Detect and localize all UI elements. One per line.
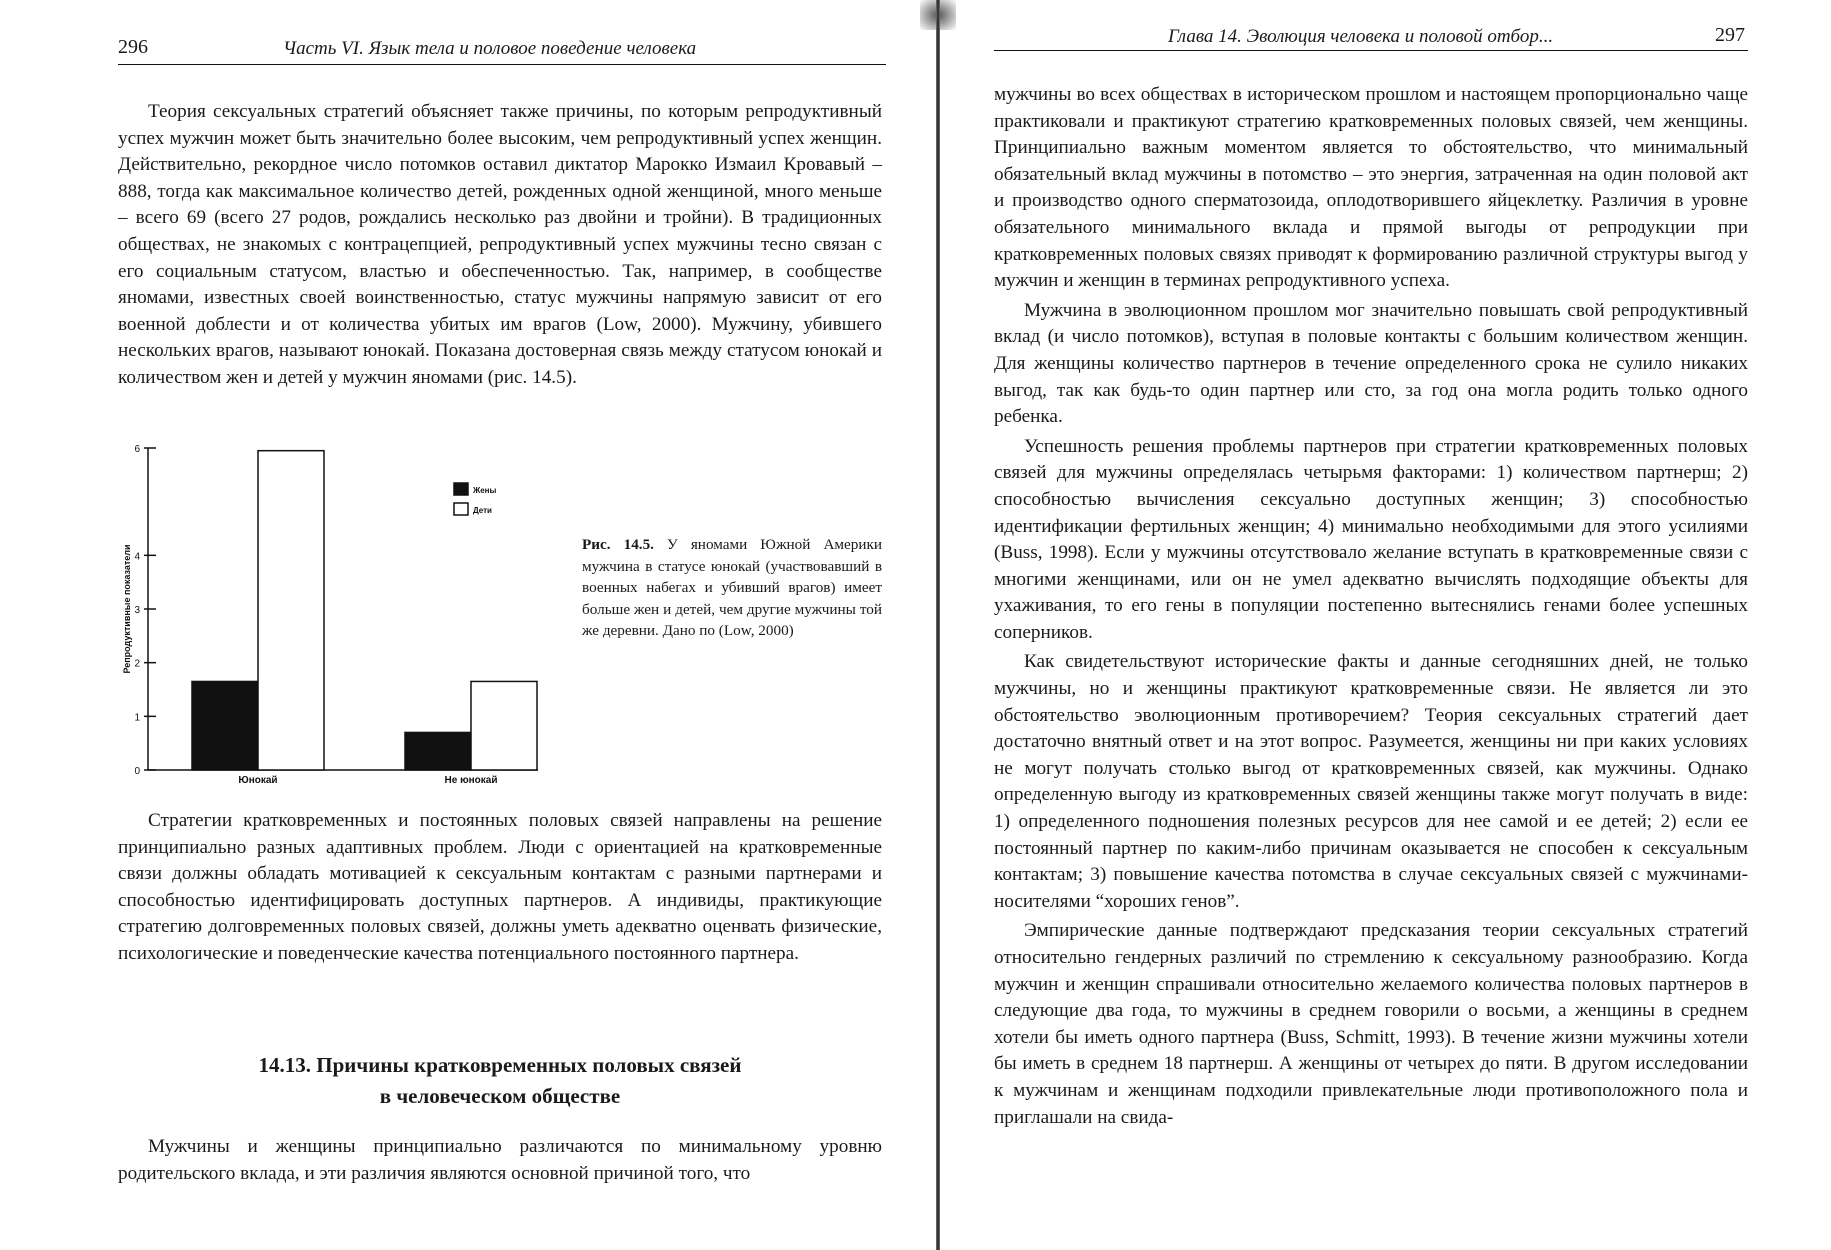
bar-wives-not-yunokai	[405, 732, 471, 770]
legend-label: Дети	[473, 506, 492, 515]
y-tick-label: 6	[134, 444, 140, 455]
left-body-middle	[118, 808, 882, 968]
y-axis-title: Репродуктивные показатели	[122, 544, 132, 674]
legend-swatch	[454, 483, 468, 495]
left-paragraph-2: Стратегии кратковременных и постоянных половых связей направлены на решение принципиально разных адаптивных проблем. Люди с ориентацией на кратковременные связи должны обладать мотивацией к сексуальным контактам с разными партнерами и способностью идентифицировать доступных партнеров. А индивиды, практикующие стратегию долговременных половых связей, должны уметь адекватно оценвать физические, психологические и поведенческие качества потенциального постоянного партнера.	[118, 810, 882, 964]
left-page	[0, 0, 915, 1250]
left-paragraph-3: Мужчины и женщины принципиально различаются по минимальному уровню родительского вклада, и эти различия являются основной причиной того, что	[118, 1136, 882, 1184]
y-tick-label: 1	[134, 712, 140, 724]
left-paragraph-1: Теория сексуальных стратегий объясняет также причины, по которым репродуктивный успех мужчин может быть значительно более высоким, чем репродуктивный успех женщин. Действительно, рекордное число потомков оставил диктатор Марокко Измаил Кровавый – 888, тогда как максимальное количество детей, рожденных одной женщиной, много меньше – всего 69 (всего 27 родов, рождались несколько раз двойни и тройни). В традиционных обществах, не знакомых с контрацепцией, репродуктивный успех мужчины тесно связан с его социальным статусом, властью и обеспеченностью. Так, например, в сообществе яномами, известных своей воинственностью, статус мужчины напрямую зависит от его военной доблести и от количества убитых им врагов (Low, 2000). Мужчину, убившего нескольких врагов, называют юнокай. Показана достоверная связь между статусом юнокай и количеством жен и детей у мужчин яномами (рис. 14.5).	[118, 101, 882, 388]
right-paragraph-5: Эмпирические данные подтверждают предсказания теории сексуальных стратегий относительно гендерных различий по стремлению к сексуальному разнообразию. Когда мужчин и женщин спрашивали относительно желаемого количества половых партнеров в следующие два года, то мужчины в среднем говорили о восьми, а женщины в среднем хотели бы иметь одного партнера (Buss, Schmitt, 1993). В течение жизни мужчины хотели бы иметь в среднем 18 партнерш. А женщины от четырех до пяти. В другом исследовании к мужчинам и женщинам подходили привлекательные люди противоположного пола и приглашали на свида-	[994, 920, 1748, 1128]
left-body-bottom	[118, 1134, 882, 1187]
right-paragraph-2: Мужчина в эволюционном прошлом мог значительно повышать свой репродуктивный вклад (и число потомков), вступая в половые контакты с большим количеством женщин. Для женщины количество партнеров в течение определенного срока не сулило никаких выгод, так как будь-то один партнер или сто, за год она могла родить только одного ребенка.	[994, 299, 1748, 428]
bar-children-not-yunokai	[471, 681, 537, 770]
y-tick-label: 0	[134, 766, 140, 777]
section-heading-line-2: в человеческом обществе	[379, 1084, 621, 1108]
left-body-top	[118, 99, 882, 392]
running-head-right: Глава 14. Эволюция человека и половой отбор...	[1168, 26, 1554, 47]
header-rule-left	[118, 64, 886, 65]
running-head-left: Часть VI. Язык тела и половое поведение человека	[283, 38, 697, 59]
y-tick-label: 4	[134, 551, 140, 563]
right-paragraph-4: Как свидетельствуют исторические факты и данные сегодняшних дней, не только мужчины, но и женщины практикуют кратковременные связи. Не является ли это обстоятельство эволюционным противоречием? Теория сексуальных стратегий дает достаточно внятный ответ и на этот вопрос. Разумеется, женщины ни при каких условиях не могут получать столько выгод от кратковременных связей, как мужчины. Однако определенную выгоду из кратковременных связей женщины также могут получать в виде: 1) определенного подношения полезных ресурсов для нее самой и ее детей; 2) если ее постоянный партнер по каким-либо причинам оказывается не способен к сексуальным контактам; 3) повышение качества потомства в случае сексуальных связей с мужчинами-носителями “хороших генов”.	[994, 651, 1748, 912]
right-paragraph-1: мужчины во всех обществах в историческом прошлом и настоящем пропорционально чаще практиковали и практикуют стратегию кратковременных половых связей, чем женщины. Принципиально важным моментом является то обстоятельство, что минимальный обязательный вклад мужчины в потомство – это энергия, затраченная на один половой акт и производство одного сперматозоида, оплодотворившего яйцеклетку. Различия в уровне обязательного минимального вклада и прямой выгоды от репродукции при кратковременных половых связях приводят к формированию различной структуры выгод у мужчин и женщин в терминах репродуктивного успеха.	[994, 84, 1748, 292]
bar-wives-yunokai	[192, 681, 258, 770]
right-paragraph-3: Успешность решения проблемы партнеров при стратегии кратковременных половых связей для мужчины определялась четырьмя факторами: 1) количеством партнерш; 2) способностью вычисления сексуально доступных женщин; 3) способностью идентификации фертильных женщин; 4) минимально необходимыми для этого усилиями (Buss, 1998). Если у мужчины отсутствовало желание вступать в кратковременные связи с многими женщинами, или он не умел адекватно вычислять подходящие объекты для ухаживания, то его гены в популяции постепенно вытеснялись генами более успешных соперников.	[994, 435, 1748, 643]
page-number-left: 296	[118, 36, 148, 58]
x-tick-label: Не юнокай	[444, 775, 498, 786]
page-number-right: 297	[1715, 24, 1745, 46]
right-page	[916, 0, 1831, 1250]
legend-swatch	[454, 503, 468, 515]
bar-children-yunokai	[258, 451, 324, 770]
y-tick-label: 2	[134, 658, 140, 670]
right-body	[994, 82, 1748, 1131]
figure-14-5-chart	[118, 440, 570, 790]
section-heading	[118, 1050, 882, 1112]
section-heading-line-1: 14.13. Причины кратковременных половых связей	[258, 1053, 742, 1077]
x-tick-label: Юнокай	[238, 775, 278, 786]
figure-caption-label: Рис. 14.5.	[582, 536, 654, 553]
legend-label: Жены	[473, 486, 497, 495]
figure-caption	[582, 534, 882, 642]
figure-caption-text: У яномами Южной Америки мужчина в статусе юнокай (участвовавший в военных набегах и убивший врагов) имеет больше жен и детей, чем другие мужчины той же деревни. Дано по (Low, 2000)	[582, 536, 882, 639]
y-tick-label: 3	[134, 605, 140, 616]
header-rule-right	[994, 50, 1748, 51]
